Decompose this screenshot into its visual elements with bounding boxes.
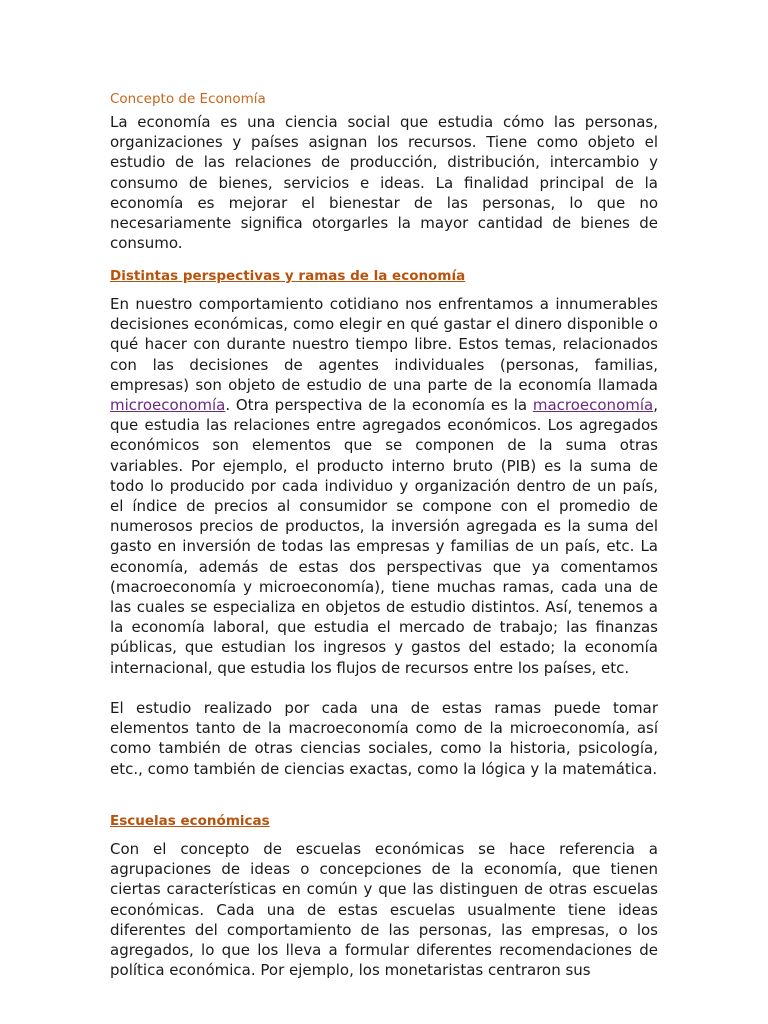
paragraph-ramas: El estudio realizado por cada una de estas ramas puede tomar elementos tanto de la macroeconomía como de la microeconomía, así como también de otras ciencias sociales, como la historia, psicología, etc., como también de ciencias exactas, como la lógica y la matemática. — [110, 699, 658, 778]
paragraph-escuelas: Con el concepto de escuelas económicas se hace referencia a agrupaciones de ideas o concepciones de la economía, que tienen ciertas características en común y que las distinguen de otras escuelas económicas. Cada una de estas escuelas usualmente tiene ideas diferentes del comportamiento de las personas, las empresas, o los agregados, lo que los lleva a formular diferentes recomendaciones de política económica. Por ejemplo, los monetaristas centraron sus — [110, 840, 658, 980]
paragraph-concepto: La economía es una ciencia social que estudia cómo las personas, organizaciones y países asignan los recursos. Tiene como objeto el estudio de las relaciones de producción, distribución, intercambio y consumo de bienes, servicios e ideas. La finalidad principal de la economía es mejorar el bienestar de las personas, lo que no necesariamente significa otorgarles la mayor cantidad de bienes de consumo. — [110, 113, 658, 253]
section-title-concepto: Concepto de Economía — [110, 91, 266, 107]
heading-perspectivas[interactable]: Distintas perspectivas y ramas de la economía — [110, 268, 466, 284]
paragraph-text: , que estudia las relaciones entre agregados económicos. Los agregados económicos son elementos que se componen de la suma otras variables. Por ejemplo, el producto interno bruto (PIB) es la suma de todo lo producido por cada individuo y organización dentro de un país, el índice de precios al consumidor se compone con el promedio de numerosos precios de productos, la inversión agregada es la suma del gasto en inversión de todas las empresas y familias de un país, etc. La economía, además de estas dos perspectivas que ya comentamos (macroeconomía y microeconomía), tiene muchas ramas, cada una de las cuales se especializa en objetos de estudio distintos. Así, tenemos a la economía laboral, que estudia el mercado de trabajo; las finanzas públicas, que estudian los ingresos y gastos del estado; la economía internacional, que estudia los flujos de recursos entre los países, etc. — [110, 396, 658, 677]
paragraph-text: En nuestro comportamiento cotidiano nos enfrentamos a innumerables decisiones económicas, como elegir en qué gastar el dinero disponible o qué hacer con durante nuestro tiempo libre. Estos temas, relacionados con las decisiones de agentes individuales (personas, familias, empresas) son objeto de estudio de una parte de la economía llamada — [110, 295, 658, 394]
link-microeconomia[interactable]: microeconomía — [110, 396, 226, 415]
heading-escuelas[interactable]: Escuelas económicas — [110, 813, 270, 829]
paragraph-perspectivas — [110, 294, 658, 678]
link-macroeconomia[interactable]: macroeconomía — [532, 396, 654, 415]
paragraph-text: . Otra perspectiva de la economía es la — [225, 396, 533, 415]
